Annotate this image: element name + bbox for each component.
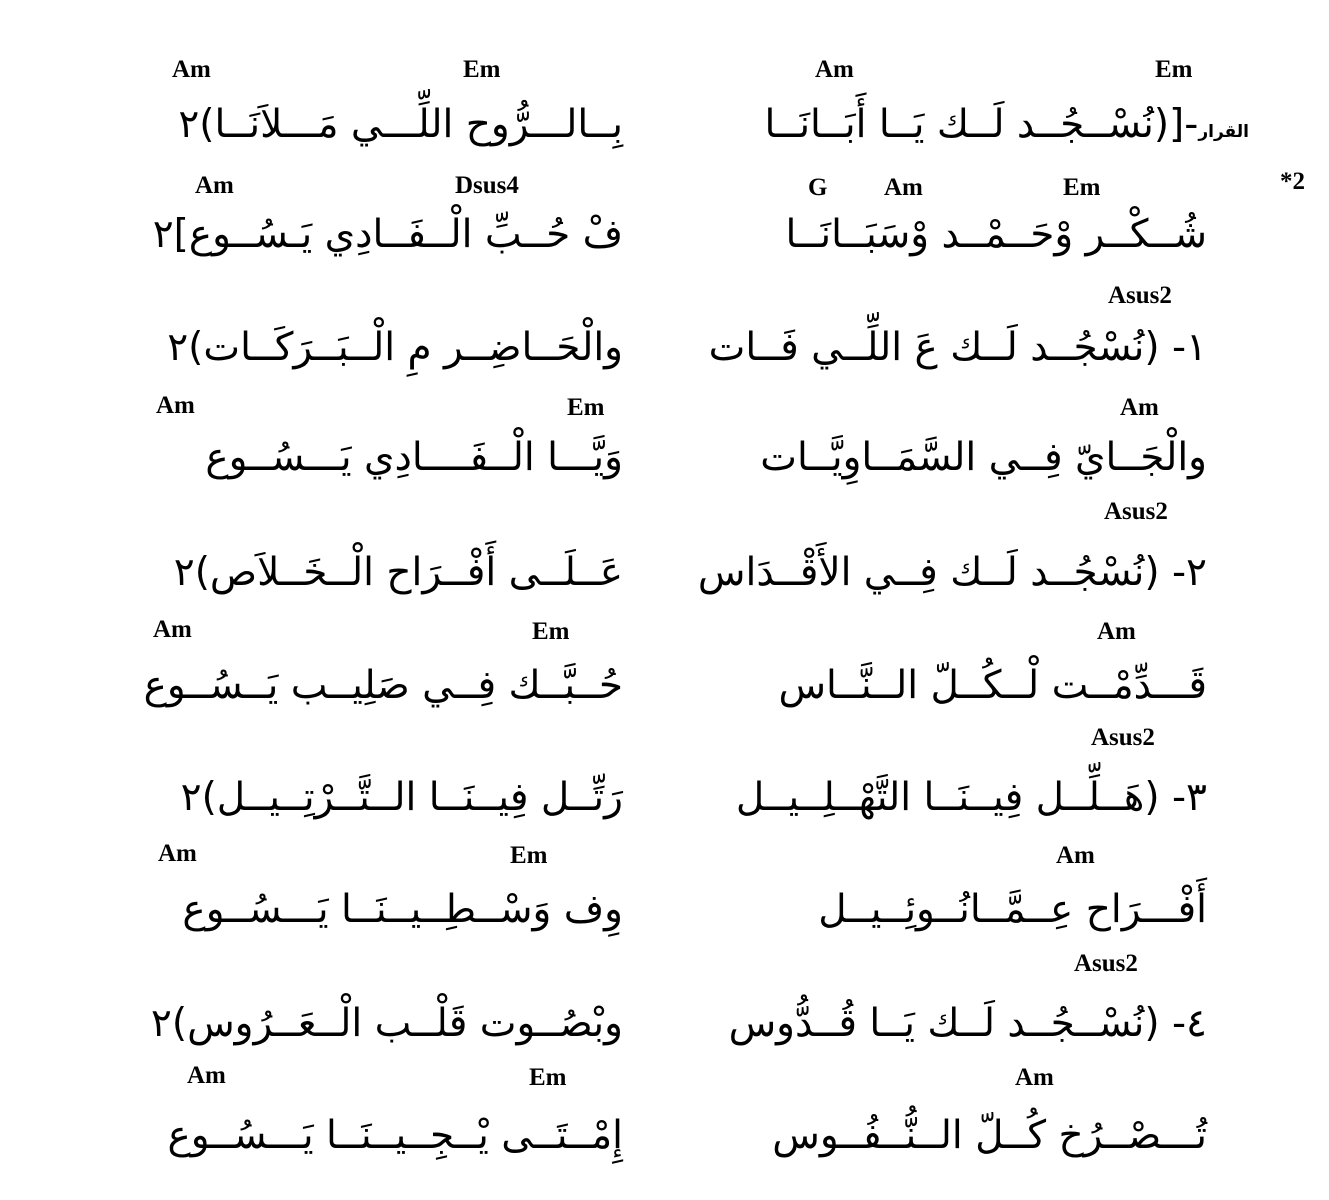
verse-number: ٤- <box>1171 1001 1207 1046</box>
chord: Am <box>172 56 211 83</box>
chord: Am <box>195 172 234 199</box>
verse-3-line-2-left: وِف وَسْــطِــيــنَــا يَـــسُــوع <box>182 887 623 932</box>
chord: G <box>808 174 828 201</box>
refrain-label: القرار <box>1198 122 1249 142</box>
chord: Em <box>1155 56 1193 83</box>
chord: Asus2 <box>1104 498 1168 525</box>
verse-number: ٣- <box>1171 775 1207 820</box>
chord: Am <box>884 174 923 201</box>
chord: Em <box>532 618 570 645</box>
verse-1-line-1-right <box>709 318 1207 378</box>
lyric-text: (نُسْجُــد لَــك فِــي الأَقْــدَاس <box>697 550 1160 595</box>
verse-2-line-1-left: عَــلَــى أَفْــرَاح الْــخَــلاَص)٢ <box>173 550 623 595</box>
repeat-mark: *2 <box>1280 168 1305 195</box>
lyric-text: -[(نُسْــجُــد لَــك يَــا أَبَــانَــا <box>764 102 1199 147</box>
verse-2-line-1-right <box>698 543 1207 603</box>
chord: Em <box>529 1064 567 1091</box>
chord: Am <box>815 56 854 83</box>
chord: Am <box>1015 1064 1054 1091</box>
chord: Em <box>463 56 501 83</box>
chord: Em <box>1063 174 1101 201</box>
verse-2-line-2-right: قَـــدِّمْــت لْــكُــلّ الــنَّــاس <box>778 663 1207 708</box>
lyric-text: (نُسْــجُــد لَــك يَــا قُــدُّوس <box>728 1001 1160 1046</box>
verse-3-line-2-right: أَفْـــرَاح عِــمَّــانُــوئِــيــل <box>818 887 1207 932</box>
refrain-line-1-right <box>764 95 1249 162</box>
chord: Asus2 <box>1091 724 1155 751</box>
verse-4-line-1-right <box>729 994 1207 1054</box>
verse-2-line-2-left: حُــبَّــك فِــي صَلِيــب يَــسُــوع <box>143 663 623 708</box>
chord: Am <box>158 840 197 867</box>
verse-4-line-2-left: إِمْــتَــى يْــجِــيــنَــا يَـــسُــوع <box>167 1113 623 1158</box>
chord: Am <box>187 1062 226 1089</box>
verse-1-line-1-left: والْحَــاضِــر مِ الْــبَــرَكَــات)٢ <box>167 325 623 370</box>
verse-3-line-1-left: رَتِّــل فِيــنَــا الــتَّــرْتِــيــل)٢ <box>180 775 623 820</box>
verse-1-line-2-right: والْجَــايّ فِــي السَّمَــاوِيَّــات <box>760 435 1207 480</box>
lyric-text: (هَــلِّــل فِيــنَــا التَّهْــلِــيــل <box>735 775 1160 820</box>
refrain-line-2-left: فْ حُــبِّ الْــفَــادِي يَـسُــوع]٢ <box>152 212 623 257</box>
chord: Em <box>510 842 548 869</box>
verse-1-line-2-left: وَيَّـــا الْــفَــــادِي يَـــسُــوع <box>205 435 623 480</box>
chord: Am <box>1097 618 1136 645</box>
chord: Am <box>156 392 195 419</box>
verse-4-line-1-left: وبْصُــوت قَلْــب الْــعَــرُوس)٢ <box>150 1001 623 1046</box>
chord: Asus2 <box>1074 950 1138 977</box>
verse-4-line-2-right: تُـــصْــرُخ كُــلّ الــنُّــفُــوس <box>772 1113 1207 1158</box>
refrain-line-2-right: شُــكْــر وْحَــمْــد وْسَبَــانَــا <box>785 212 1207 257</box>
verse-number: ٢- <box>1171 550 1207 595</box>
verse-number: ١- <box>1171 325 1207 370</box>
refrain-line-1-left: بِــالـــرُّوح اللِّـــي مَـــلاَنَــا)٢ <box>178 102 623 147</box>
chord: Dsus4 <box>455 172 519 199</box>
chord: Am <box>153 616 192 643</box>
chord: Am <box>1056 842 1095 869</box>
chord: Asus2 <box>1108 282 1172 309</box>
chord: Em <box>567 394 605 421</box>
chord: Am <box>1120 394 1159 421</box>
verse-3-line-1-right <box>736 768 1207 828</box>
lyric-text: (نُسْجُــد لَــك عَ اللِّــي فَــات <box>708 325 1160 370</box>
